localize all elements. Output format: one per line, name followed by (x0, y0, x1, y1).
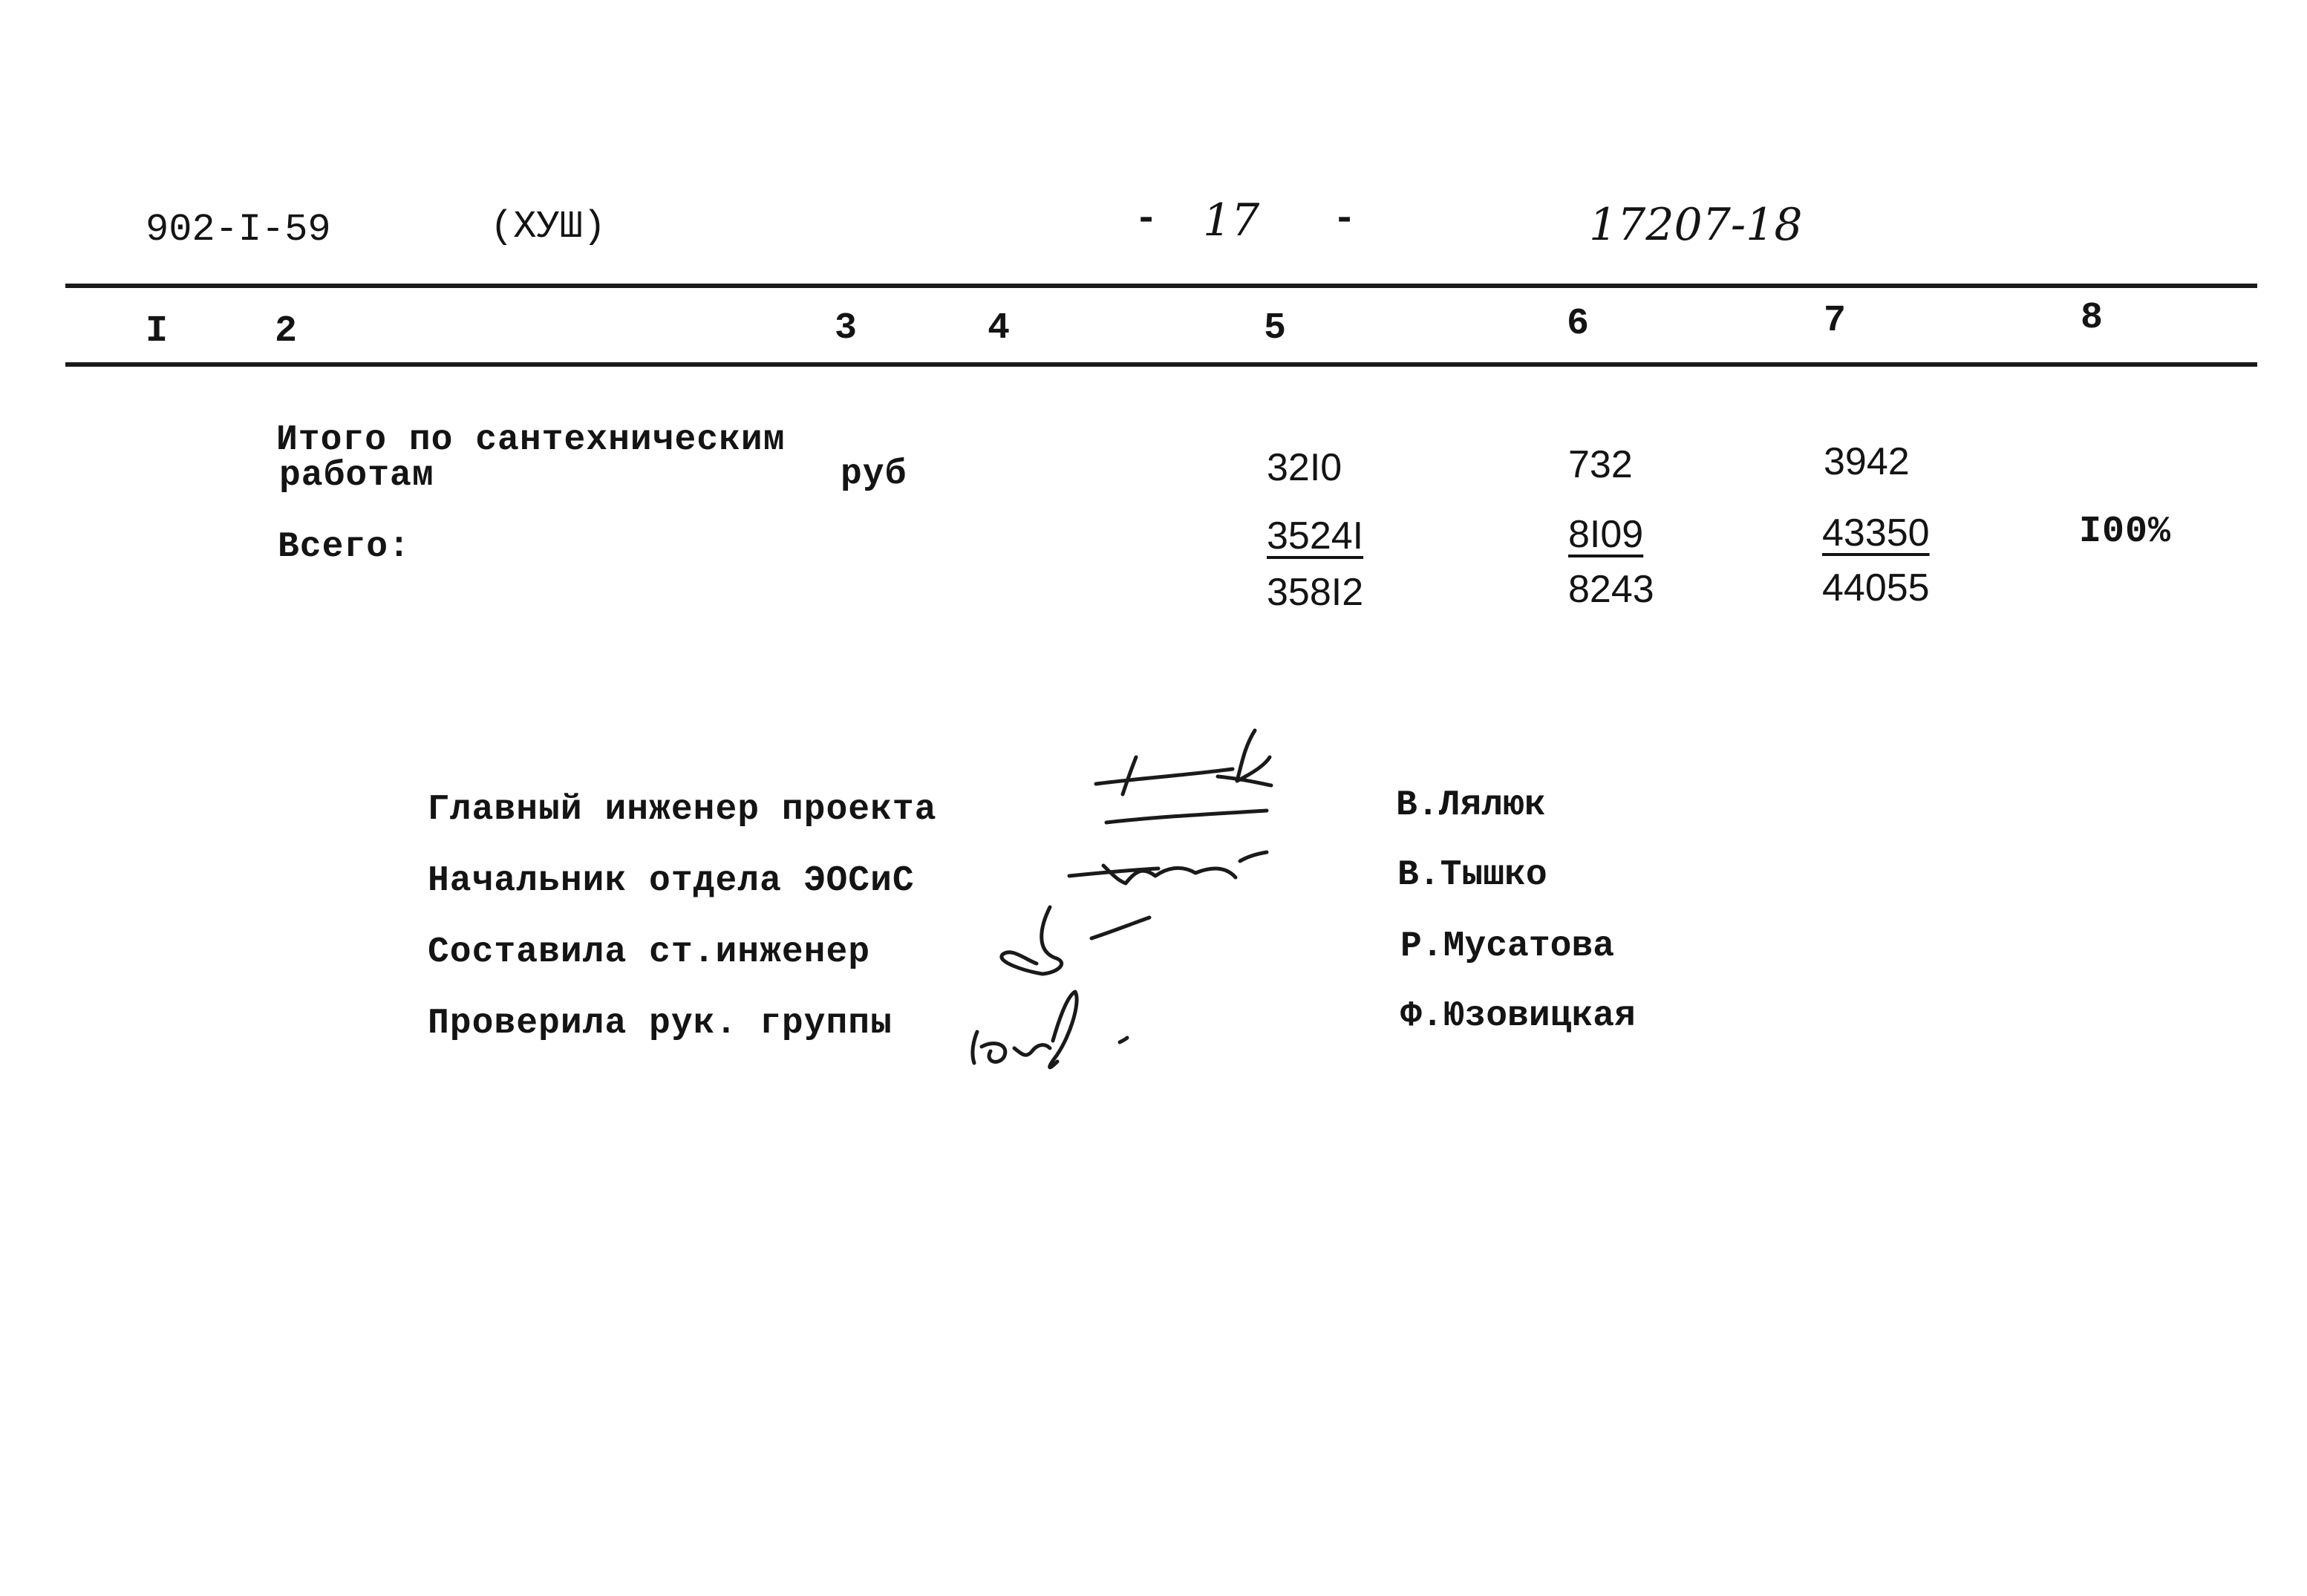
series-label: (ХУШ) (490, 205, 607, 249)
signature-name-chief-engineer: В.Лялюк (1396, 785, 1546, 825)
signature-name-compiler: Р.Мусатова (1400, 926, 1615, 967)
column-number-5: 5 (1264, 307, 1287, 350)
total-col6-top: 8I09 (1568, 513, 1644, 556)
signature-role-chief-engineer: Главный инженер проекта (428, 790, 937, 830)
row-label-line2: работам (279, 456, 434, 496)
column-number-7: 7 (1824, 300, 1847, 342)
signature-mark-chief-engineer (1096, 730, 1271, 794)
signature-mark-department-head (1069, 811, 1267, 883)
row-value-col6: 732 (1568, 443, 1633, 486)
signature-role-compiler: Составила ст.инженер (428, 932, 871, 972)
column-number-1: I (146, 310, 169, 353)
signature-name-checker: Ф.Юзовицкая (1400, 996, 1636, 1036)
signature-mark-compiler (1002, 907, 1149, 974)
row-value-col5: 32I0 (1267, 446, 1342, 489)
total-label: Всего: (278, 527, 411, 567)
row-label-line1: Итого по сантехническим (276, 420, 786, 460)
signature-role-department-head: Начальник отдела ЭОСиС (428, 861, 915, 901)
row-value-col7: 3942 (1824, 440, 1910, 483)
total-col5-bottom: 358I2 (1267, 571, 1364, 614)
signature-mark-checker (973, 992, 1127, 1067)
signature-role-checker: Проверила рук. группы (428, 1004, 893, 1044)
page-number-dash-left: - (1135, 197, 1158, 241)
column-number-2: 2 (275, 310, 298, 353)
total-col6-bottom: 8243 (1568, 568, 1654, 611)
column-number-6: 6 (1567, 303, 1590, 345)
column-number-8: 8 (2081, 297, 2104, 339)
total-col7-top: 43350 (1822, 511, 1930, 555)
page-number-dash-right: - (1333, 197, 1357, 241)
column-number-4: 4 (988, 307, 1011, 350)
total-col7-bottom: 44055 (1822, 566, 1930, 609)
document-code: 902-I-59 (146, 208, 331, 252)
column-number-3: 3 (835, 307, 858, 350)
row-unit: руб (841, 454, 907, 494)
total-col5-top: 3524I (1267, 514, 1364, 557)
album-number: 17207-18 (1589, 199, 1803, 251)
total-col8-percent: I00% (2079, 511, 2172, 553)
page-number: 17 (1203, 194, 1260, 246)
signature-name-department-head: В.Тышко (1397, 855, 1547, 895)
